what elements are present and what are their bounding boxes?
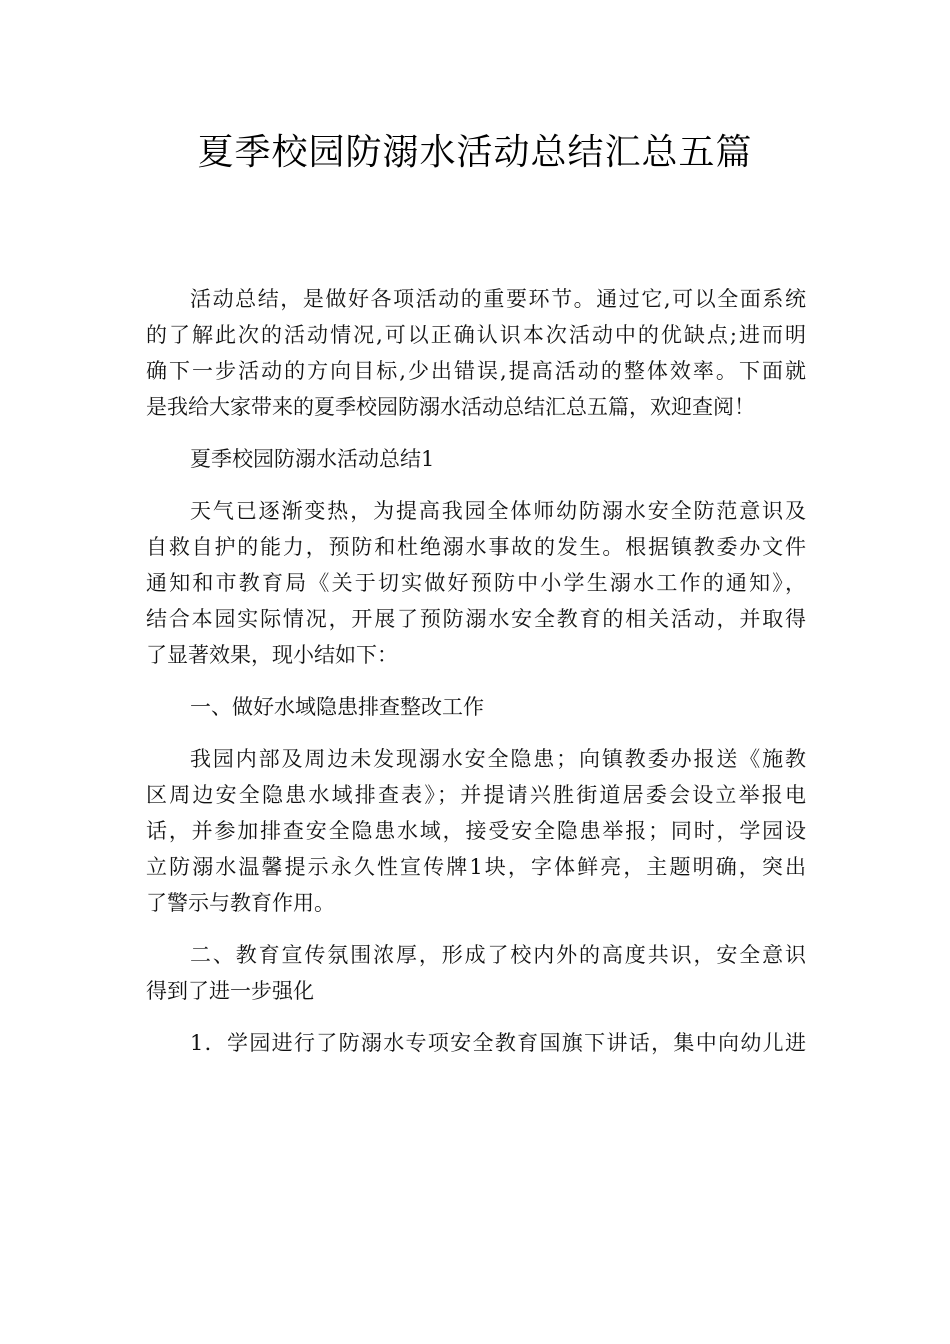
paragraph-line: 立防溺水温馨提示永久性宣传牌1块，字体鲜亮，主题明确，突出 [146,855,806,879]
section-title: 夏季校园防溺水活动总结1 [190,447,435,471]
heading-line: 二、教育宣传氛围浓厚，形成了校内外的高度共识，安全意识 [190,943,806,967]
body-paragraph [146,741,806,921]
intro-line: 确下一步活动的方向目标,少出错误,提高活动的整体效率。下面就 [146,359,806,383]
paragraph-line: 了显著效果，现小结如下： [146,643,398,667]
body-paragraph [146,1025,806,1061]
subsection-heading: 一、做好水域隐患排查整改工作 [190,695,484,719]
paragraph-line: 自救自护的能力，预防和杜绝溺水事故的发生。根据镇教委办文件 [146,535,806,559]
paragraph-line: 结合本园实际情况，开展了预防溺水安全教育的相关活动，并取得 [146,607,806,631]
paragraph-line: 通知和市教育局《关于切实做好预防中小学生溺水工作的通知》， [146,571,806,595]
paragraph-line: 话，并参加排查安全隐患水域，接受安全隐患举报；同时，学园设 [146,819,806,843]
intro-line: 活动总结，是做好各项活动的重要环节。通过它,可以全面系统 [190,287,806,311]
intro-line: 是我给大家带来的夏季校园防溺水活动总结汇总五篇，欢迎查阅！ [146,395,755,419]
document-title: 夏季校园防溺水活动总结汇总五篇 [197,132,753,173]
subsection-heading [146,937,806,1009]
intro-paragraph [146,281,806,425]
body-paragraph [146,493,806,673]
paragraph-line: 1．学园进行了防溺水专项安全教育国旗下讲话，集中向幼儿进 [190,1031,806,1055]
document-body [146,281,806,1061]
paragraph-line: 我园内部及周边未发现溺水安全隐患；向镇教委办报送《施教 [190,747,806,771]
paragraph-line: 区周边安全隐患水域排查表》；并提请兴胜街道居委会设立举报电 [146,783,806,807]
heading-line: 得到了进一步强化 [146,979,314,1003]
paragraph-line: 天气已逐渐变热，为提高我园全体师幼防溺水安全防范意识及 [190,499,806,523]
intro-line: 的了解此次的活动情况,可以正确认识本次活动中的优缺点;进而明 [146,323,806,347]
paragraph-line: 了警示与教育作用。 [146,891,335,915]
